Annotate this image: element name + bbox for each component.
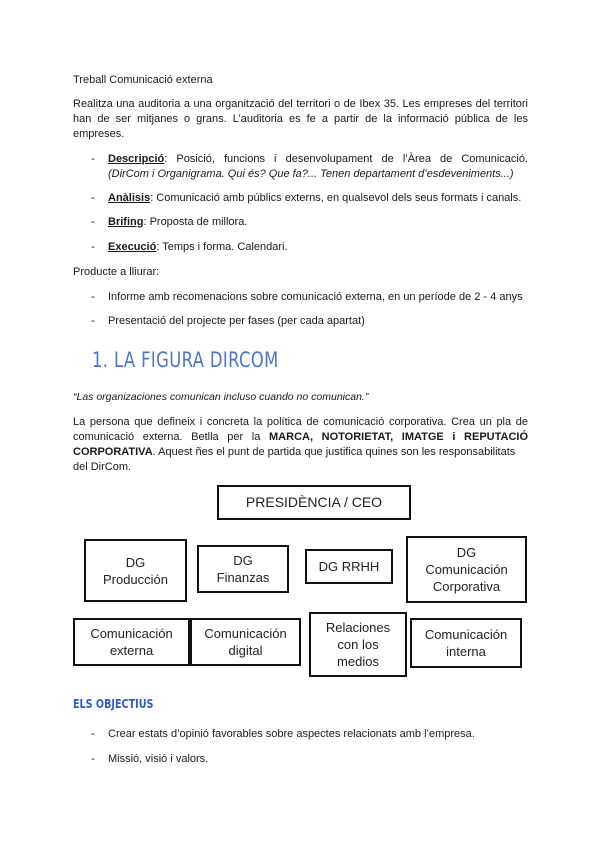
body-emphasis: MARCA, NOTORIETAT, IMATGE i REPUTACIÓ (269, 431, 528, 443)
org-box-presidencia (217, 485, 411, 520)
org-box-relaciones-medios (309, 612, 407, 677)
term-brifing: Brifing (108, 216, 144, 228)
org-label: Corporativa (432, 579, 501, 594)
org-box-com-digital (190, 618, 301, 666)
term-analisis: Anàlisis (108, 192, 151, 204)
list-dash: - (91, 753, 95, 765)
deliverables-label: Producte a lliurar: (73, 266, 160, 278)
item-text: : Temps i forma. Calendari. (156, 241, 288, 253)
item-text: : Comunicació amb públics externs, en qualsevol dels seus formats i canals. (150, 192, 522, 204)
org-label: Comunicación (424, 627, 508, 642)
list-dash: - (91, 728, 95, 740)
org-box-dg-comunicacion (406, 536, 527, 603)
objective-text: Crear estats d’opinió favorables sobre aspectes relacionats amb l’empresa. (108, 728, 475, 740)
org-label: DG (125, 554, 146, 570)
list-dash: - (91, 216, 95, 228)
org-box-dg-produccion (84, 539, 187, 602)
org-box-dg-finanzas (197, 545, 289, 593)
org-label: DG RRHH (318, 559, 380, 574)
org-label: Relaciones (325, 620, 391, 635)
org-label: DG (456, 545, 477, 560)
body-line-4: del DirCom. (73, 461, 132, 473)
org-label: Comunicación (204, 626, 287, 641)
org-label: interna (446, 644, 486, 659)
term-descripcio: Descripció (108, 153, 165, 165)
item-text: : Proposta de millora. (143, 216, 248, 228)
quote: “Las organizaciones comunican incluso cuando no comunican.” (73, 391, 369, 403)
body-line-1: La persona que defineix i concreta la política de comunicació corporativa. Crea un pla de (73, 416, 528, 428)
intro-line-2: han de ser mitjanes o grans. L’auditoria es fe a partir de la informació pública de les (73, 113, 528, 125)
org-label: Producción (102, 571, 169, 587)
body-text: comunicació externa. Betlla per la (73, 431, 261, 443)
org-label: Comunicación (425, 562, 508, 577)
list-dash: - (91, 153, 95, 165)
org-label: con los (337, 637, 379, 652)
item-text: : Posició, funcions i desenvolupament de l’Àrea de Comunicació. (164, 153, 528, 165)
body-text: . Aquest ñes el punt de partida que justifica quines son les responsabilitats (152, 446, 516, 458)
objective-text: Missió, visió i valors. (108, 753, 209, 765)
list-dash: - (91, 241, 95, 253)
org-box-com-externa (73, 618, 190, 666)
intro-line-3: empreses. (73, 128, 125, 140)
body-emphasis: CORPORATIVA (73, 446, 153, 458)
item-detail: (DirCom i Organigrama. Qui és? Que fa?... Tenen departament d’esdeveniments...) (108, 168, 514, 180)
org-label: Finanzas (216, 570, 270, 585)
body-line-2 (73, 430, 528, 445)
org-label: PRESIDÈNCIA / CEO (245, 494, 383, 510)
body-line-3 (73, 445, 528, 460)
org-label: DG (233, 553, 253, 568)
list-dash: - (91, 192, 95, 204)
org-label: digital (228, 643, 263, 658)
list-dash: - (91, 315, 95, 327)
document-title: Treball Comunicació externa (73, 74, 213, 86)
org-label: Comunicación (90, 626, 173, 641)
org-box-dg-rrhh (305, 549, 393, 584)
org-label: externa (109, 643, 154, 658)
section-heading-objectius: ELS OBJECTIUS (73, 697, 154, 711)
deliverable-text: Informe amb recomenacions sobre comunicació externa, en un període de 2 - 4 anys (108, 291, 523, 303)
section-heading-dircom: 1. LA FIGURA DIRCOM (92, 348, 279, 372)
list-dash: - (91, 291, 95, 303)
org-label: medios (337, 654, 379, 669)
deliverable-text: Presentació del projecte per fases (per cada apartat) (108, 315, 365, 327)
org-box-com-interna (410, 618, 522, 668)
intro-line-1: Realitza una auditoria a una organització del territori o de Ibex 35. Les empreses del territori (73, 98, 528, 110)
term-execucio: Execució (108, 241, 157, 253)
